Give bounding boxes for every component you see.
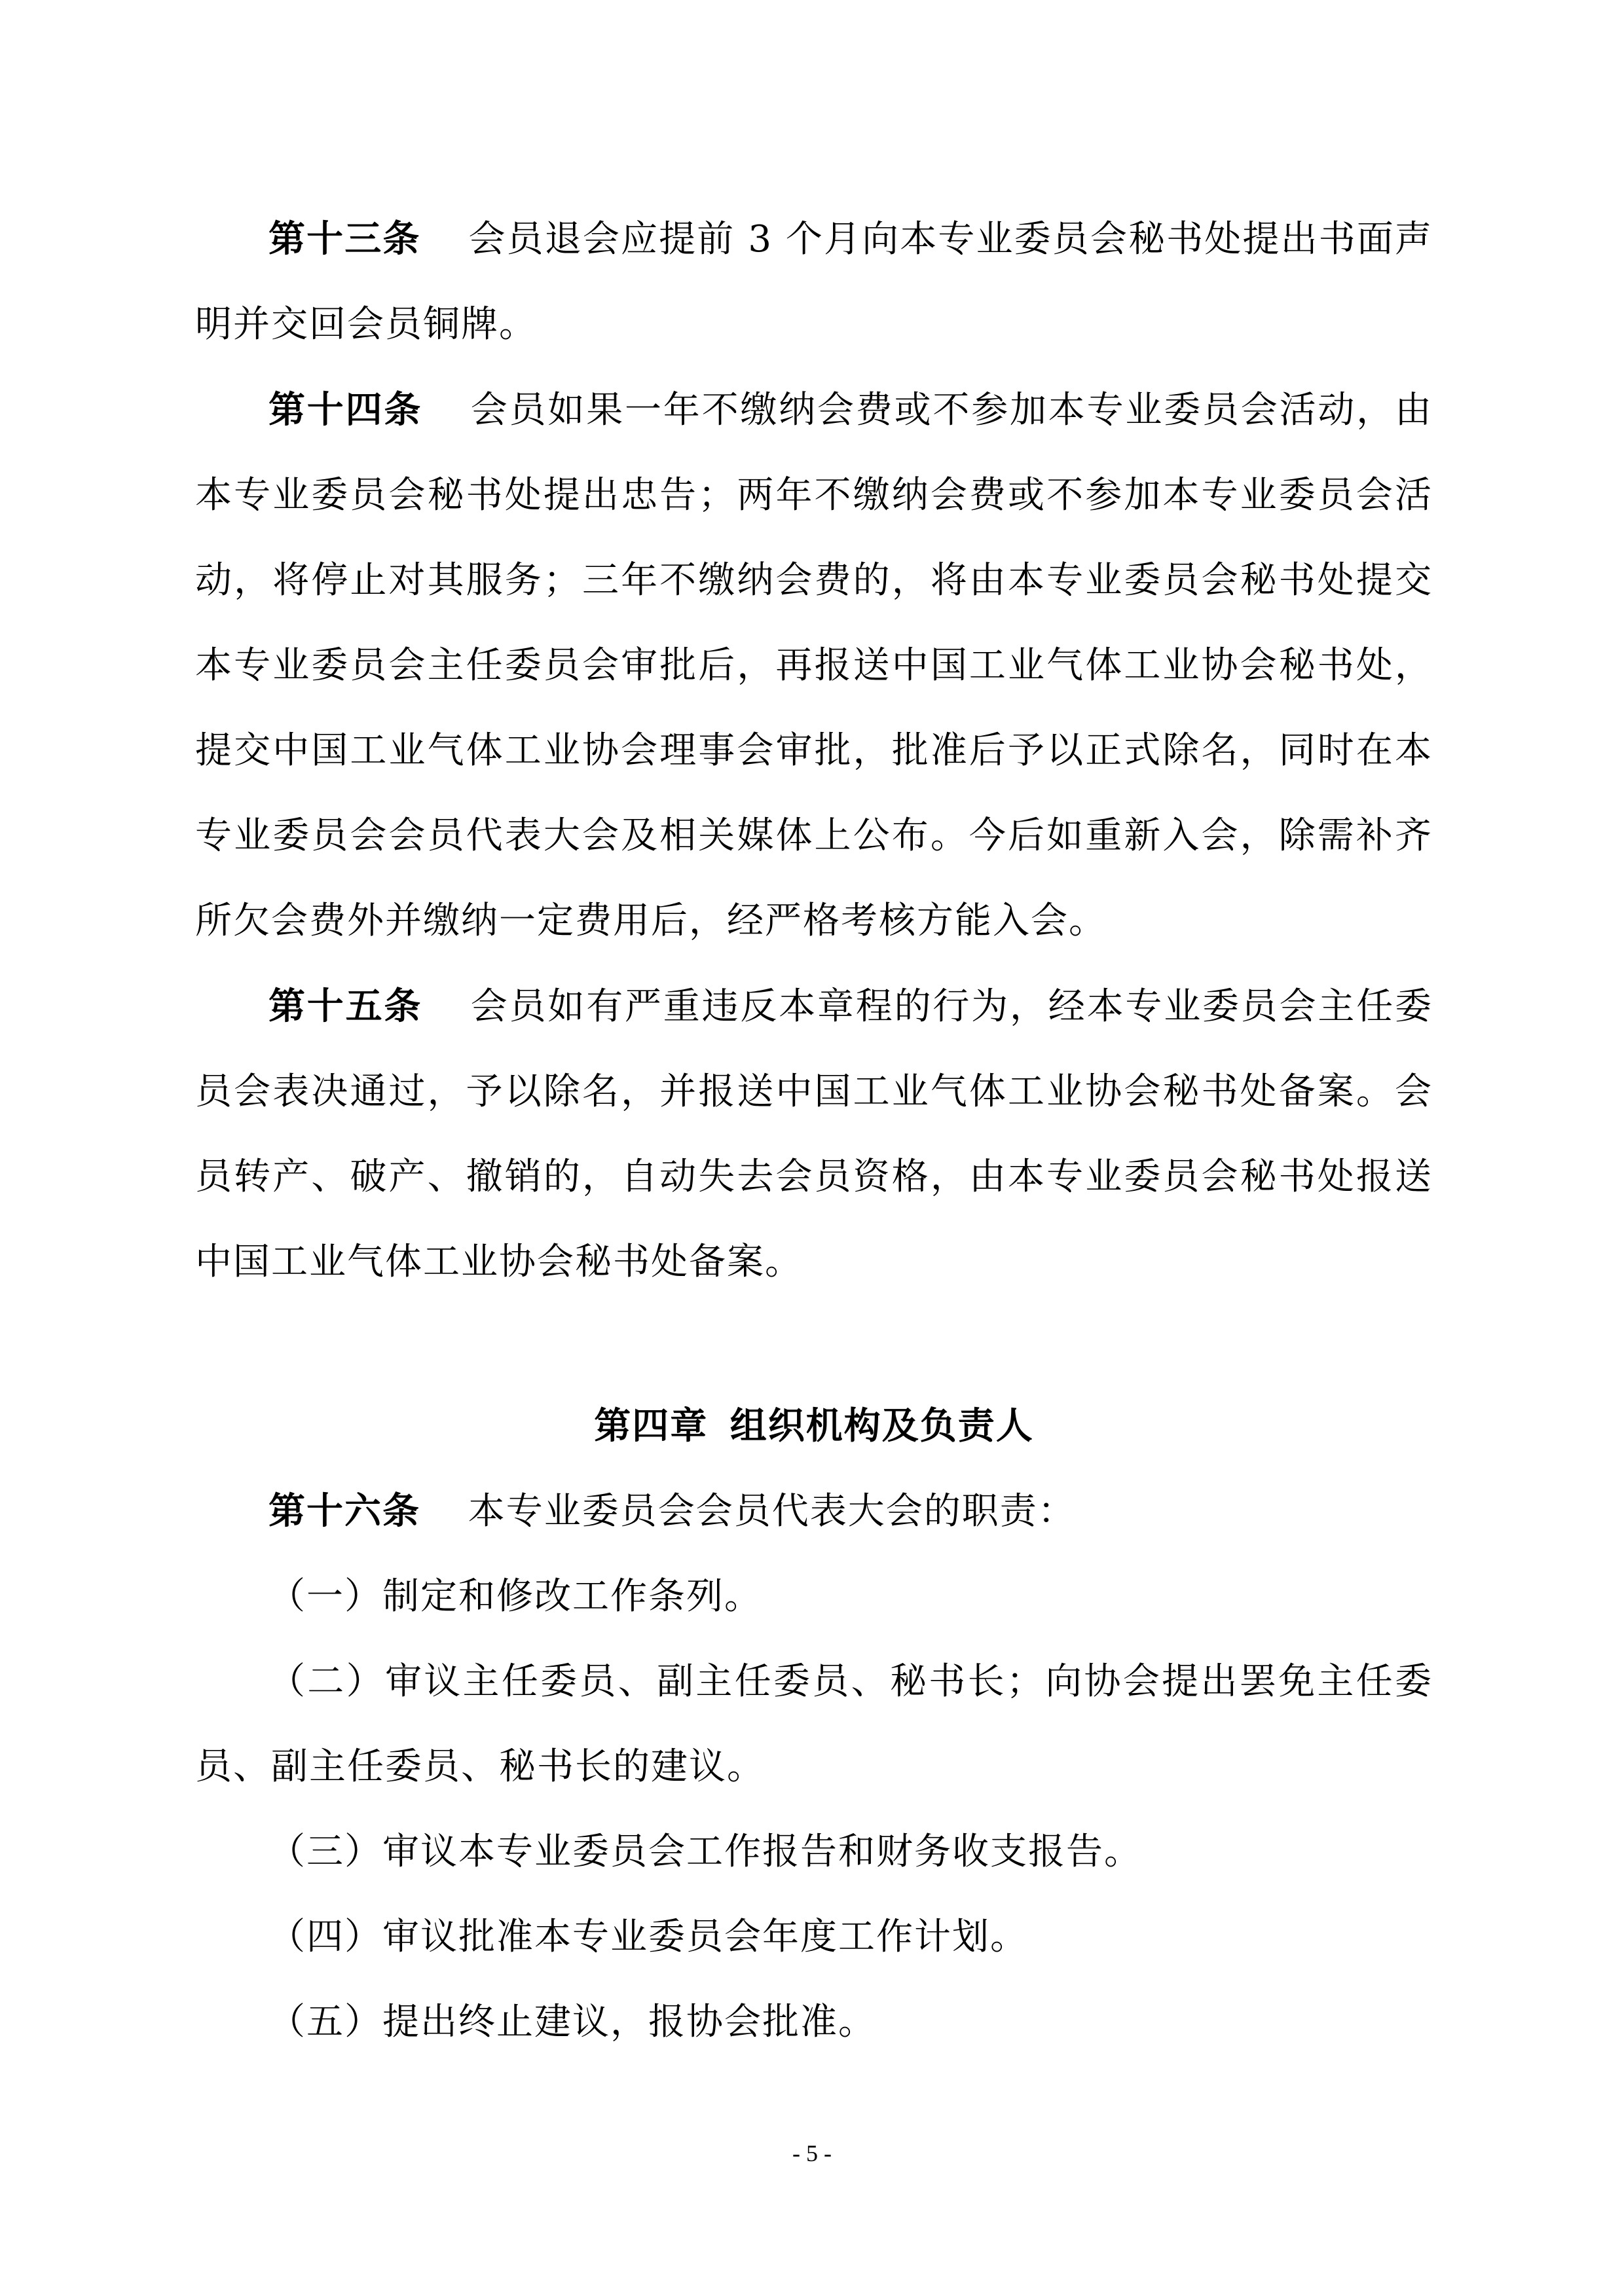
- article-15: [195, 964, 1433, 1305]
- article-14-label: 第十四条: [268, 388, 423, 431]
- list-item: [195, 1980, 1433, 2065]
- article-16: [195, 1468, 1433, 1554]
- list-item-label: （二）: [268, 1660, 385, 1703]
- article-15-text: 会员如有严重违反本章程的行为，经本专业委员会主任委员会表决通过，予以除名，并报送中国工业气体工业协会秘书处备案。会员转产、破产、撤销的，自动失去会员资格，由本专业委员会秘书处报送中国工业气体工业协会秘书处备案。: [195, 985, 1433, 1283]
- list-item-text: 审议主任委员、副主任委员、秘书长；向协会提出罢免主任委员、副主任委员、秘书长的建议。: [195, 1660, 1433, 1788]
- chapter-heading: [195, 1383, 1433, 1468]
- chapter-title: 组织机构及负责人: [729, 1404, 1034, 1448]
- list-item-text: 审议本专业委员会工作报告和财务收支报告。: [382, 1831, 1142, 1873]
- article-13: [195, 196, 1433, 367]
- article-16-text: 本专业委员会会员代表大会的职责：: [468, 1490, 1076, 1533]
- list-item-text: 提出终止建议，报协会批准。: [382, 2001, 876, 2043]
- article-15-label: 第十五条: [268, 985, 423, 1028]
- list-item-text: 审议批准本专业委员会年度工作计划。: [382, 1916, 1028, 1958]
- list-item-text: 制定和修改工作条列。: [382, 1575, 762, 1618]
- list-item-label: （四）: [268, 1916, 382, 1958]
- document-body: [195, 196, 1433, 2065]
- list-item: [195, 1554, 1433, 1639]
- list-item-label: （三）: [268, 1831, 382, 1873]
- article-14-text: 会员如果一年不缴纳会费或不参加本专业委员会活动，由本专业委员会秘书处提出忠告；两年不缴纳会费或不参加本专业委员会活动，将停止对其服务；三年不缴纳会费的，将由本专业委员会秘书处提交本专业委员会主任委员会审批后，再报送中国工业气体工业协会秘书处，提交中国工业气体工业协会理事会审批，批准后予以正式除名，同时在本专业委员会会员代表大会及相关媒体上公布。今后如重新入会，除需补齐所欠会费外并缴纳一定费用后，经严格考核方能入会。: [195, 389, 1433, 942]
- page-number: - 5 -: [792, 2140, 832, 2166]
- list-item: [195, 1895, 1433, 1980]
- chapter-number: 第四章: [594, 1404, 709, 1448]
- article-14: [195, 367, 1433, 964]
- list-item-label: （五）: [268, 2001, 382, 2043]
- article-16-label: 第十六条: [268, 1489, 420, 1533]
- article-13-text: 会员退会应提前 3 个月向本专业委员会秘书处提出书面声明并交回会员铜牌。: [195, 218, 1433, 346]
- list-item: [195, 1810, 1433, 1895]
- list-item: [195, 1639, 1433, 1810]
- article-13-label: 第十三条: [268, 217, 421, 261]
- list-item-label: （一）: [268, 1575, 382, 1618]
